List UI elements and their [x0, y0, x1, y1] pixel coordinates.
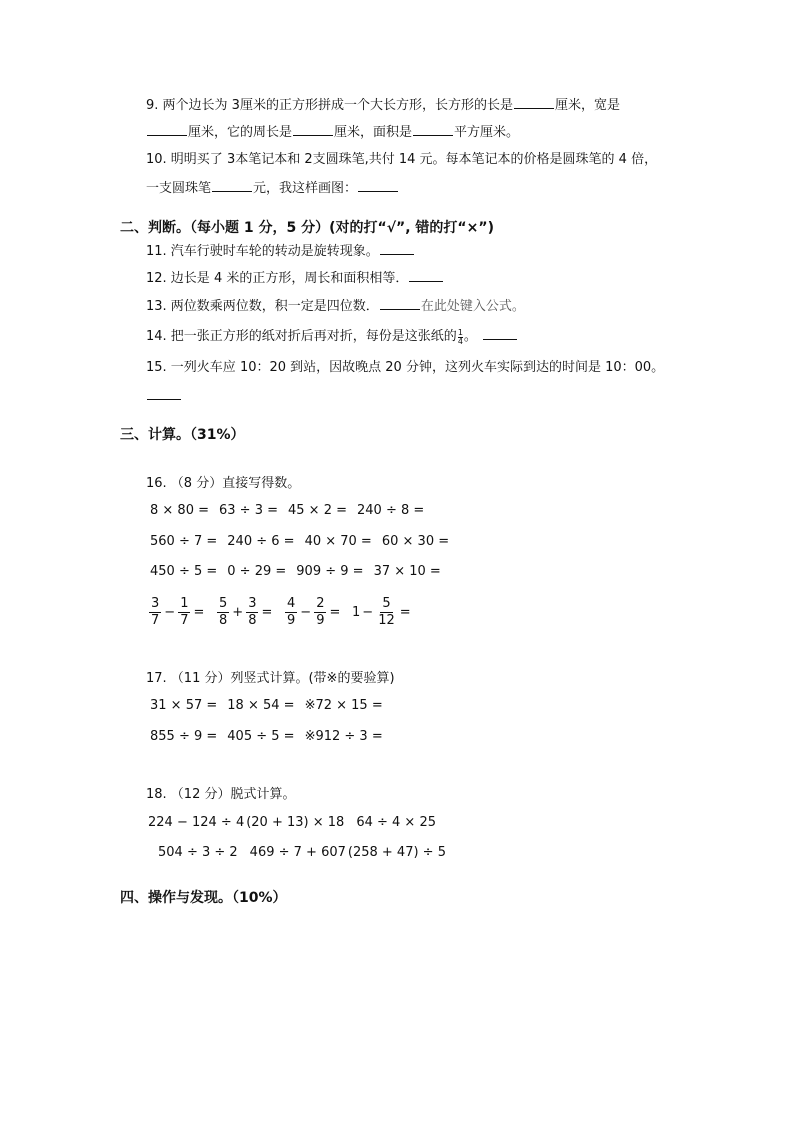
question-11 — [146, 240, 415, 262]
denominator: 12 — [378, 612, 395, 628]
q18-row-2 — [158, 845, 456, 860]
question-13 — [146, 295, 525, 317]
operator: + — [232, 604, 244, 620]
q16-expr: 63 ÷ 3 = — [219, 503, 278, 518]
q17-row-1 — [150, 698, 393, 713]
numerator: 1 — [180, 595, 189, 611]
q14-suffix: 。 — [463, 329, 477, 344]
denominator: 7 — [180, 612, 189, 628]
fraction — [217, 596, 229, 629]
operator: − — [300, 604, 312, 620]
q18-expr: (20 + 13) × 18 — [246, 815, 345, 830]
fraction-expr — [352, 592, 413, 632]
denominator: 8 — [219, 612, 228, 628]
answer-blank[interactable] — [147, 121, 187, 136]
q17-expr: ※912 ÷ 3 = — [304, 729, 383, 744]
q18-expr: 64 ÷ 4 × 25 — [356, 815, 436, 830]
fraction-expr — [284, 592, 342, 632]
question-12 — [146, 267, 444, 289]
answer-blank[interactable] — [380, 240, 414, 255]
answer-blank[interactable] — [380, 295, 420, 310]
frac-denominator: 4 — [457, 337, 463, 346]
answer-blank[interactable] — [409, 267, 443, 282]
q9-text-a: 9. 两个边长为 3厘米的正方形拼成一个大长方形，长方形的长是 — [146, 98, 513, 113]
q17-expr: 31 × 57 = — [150, 698, 218, 713]
q16-expr: 560 ÷ 7 = — [150, 534, 218, 549]
q9-text-c: 厘米，它的周长是 — [188, 125, 293, 140]
q16-expr: 909 ÷ 9 = — [296, 564, 364, 579]
operator: − — [164, 604, 176, 620]
q16-expr: 8 × 80 = — [150, 503, 209, 518]
question-10-line-1: 10. 明明买了 3本笔记本和 2支圆珠笔,共付 14 元。每本笔记本的价格是圆珠笔的 4 倍， — [146, 152, 658, 167]
q18-expr: 504 ÷ 3 ÷ 2 — [158, 845, 238, 860]
equals: = — [261, 604, 273, 620]
answer-blank[interactable] — [413, 121, 453, 136]
q16-expr: 240 ÷ 6 = — [227, 534, 295, 549]
numerator: 2 — [316, 595, 325, 611]
answer-blank[interactable] — [483, 325, 517, 340]
q12-text: 12. 边长是 4 米的正方形，周长和面积相等． — [146, 271, 409, 286]
q9-text-e: 平方厘米。 — [454, 125, 520, 140]
fraction — [178, 596, 190, 629]
q16-expr: 37 × 10 = — [373, 564, 441, 579]
question-17-title: 17. （11 分）列竖式计算。(带※的要验算) — [146, 671, 395, 686]
question-15: 15. 一列火车应 10：20 到站，因故晚点 20 分钟，这列火车实际到达的时间是 10：00。 — [146, 360, 665, 375]
q17-expr: 855 ÷ 9 = — [150, 729, 218, 744]
question-14 — [146, 325, 518, 347]
q18-expr: 469 ÷ 7 + 607 — [249, 845, 346, 860]
question-18-title: 18. （12 分）脱式计算。 — [146, 787, 296, 802]
numerator: 5 — [219, 595, 228, 611]
q10-text-b: 元，我这样画图： — [253, 181, 358, 196]
question-9-line-2 — [146, 121, 519, 143]
equals: = — [399, 604, 411, 620]
q16-row-2 — [150, 534, 459, 549]
fraction — [285, 596, 297, 629]
denominator: 8 — [248, 612, 257, 628]
q13-text: 13. 两位数乘两位数，积一定是四位数． — [146, 299, 379, 314]
q16-expr: 0 ÷ 29 = — [227, 564, 287, 579]
q17-row-2 — [150, 729, 393, 744]
equals: = — [329, 604, 341, 620]
q18-expr: (258 + 47) ÷ 5 — [347, 845, 446, 860]
section-3-title: 三、计算。（31%） — [120, 427, 245, 443]
q16-expr: 40 × 70 = — [304, 534, 372, 549]
q17-expr: 18 × 54 = — [227, 698, 295, 713]
fraction-one-quarter — [458, 329, 463, 346]
q10-text-a: 一支圆珠笔 — [146, 181, 212, 196]
denominator: 9 — [287, 612, 296, 628]
q16-expr: 450 ÷ 5 = — [150, 564, 218, 579]
denominator: 7 — [151, 612, 160, 628]
fraction — [149, 596, 161, 629]
operator: − — [362, 604, 374, 620]
answer-blank[interactable] — [514, 94, 554, 109]
question-15-blank-line — [146, 385, 182, 407]
q9-text-b: 厘米，宽是 — [554, 98, 620, 113]
answer-blank[interactable] — [147, 385, 181, 400]
q16-expr: 240 ÷ 8 = — [357, 503, 425, 518]
q16-row-3 — [150, 564, 451, 579]
numerator: 4 — [287, 595, 296, 611]
numerator: 5 — [382, 595, 391, 611]
q18-row-1 — [148, 815, 446, 830]
fraction — [376, 596, 397, 629]
question-9-line-1 — [146, 94, 620, 116]
fraction — [246, 596, 258, 629]
question-16-title: 16. （8 分）直接写得数。 — [146, 476, 301, 491]
fraction — [314, 596, 326, 629]
q14-text: 14. 把一张正方形的纸对折后再对折，每份是这张纸的 — [146, 329, 457, 344]
equals: = — [193, 604, 205, 620]
q16-row-1 — [150, 503, 434, 518]
answer-blank[interactable] — [293, 121, 333, 136]
q17-expr: ※72 × 15 = — [304, 698, 383, 713]
formula-placeholder[interactable]: 在此处键入公式。 — [420, 299, 525, 314]
answer-blank[interactable] — [358, 177, 398, 192]
fraction-expr — [148, 592, 206, 632]
frac-numerator: 1 — [457, 328, 463, 337]
answer-blank[interactable] — [212, 177, 252, 192]
numerator: 3 — [248, 595, 257, 611]
question-10-line-2 — [146, 177, 399, 199]
fraction-expr — [216, 592, 274, 632]
whole-number: 1 — [352, 604, 361, 620]
numerator: 3 — [151, 595, 160, 611]
q17-expr: 405 ÷ 5 = — [227, 729, 295, 744]
q11-text: 11. 汽车行驶时车轮的转动是旋转现象。 — [146, 244, 379, 259]
section-4-title: 四、操作与发现。（10%） — [120, 890, 287, 906]
denominator: 9 — [316, 612, 325, 628]
q16-expr: 45 × 2 = — [288, 503, 347, 518]
q9-text-d: 厘米，面积是 — [334, 125, 413, 140]
q18-expr: 224 − 124 ÷ 4 — [148, 815, 245, 830]
q16-expr: 60 × 30 = — [381, 534, 450, 549]
section-2-title: 二、判断。（每小题 1 分，5 分）(对的打“√”, 错的打“×”) — [120, 220, 494, 236]
